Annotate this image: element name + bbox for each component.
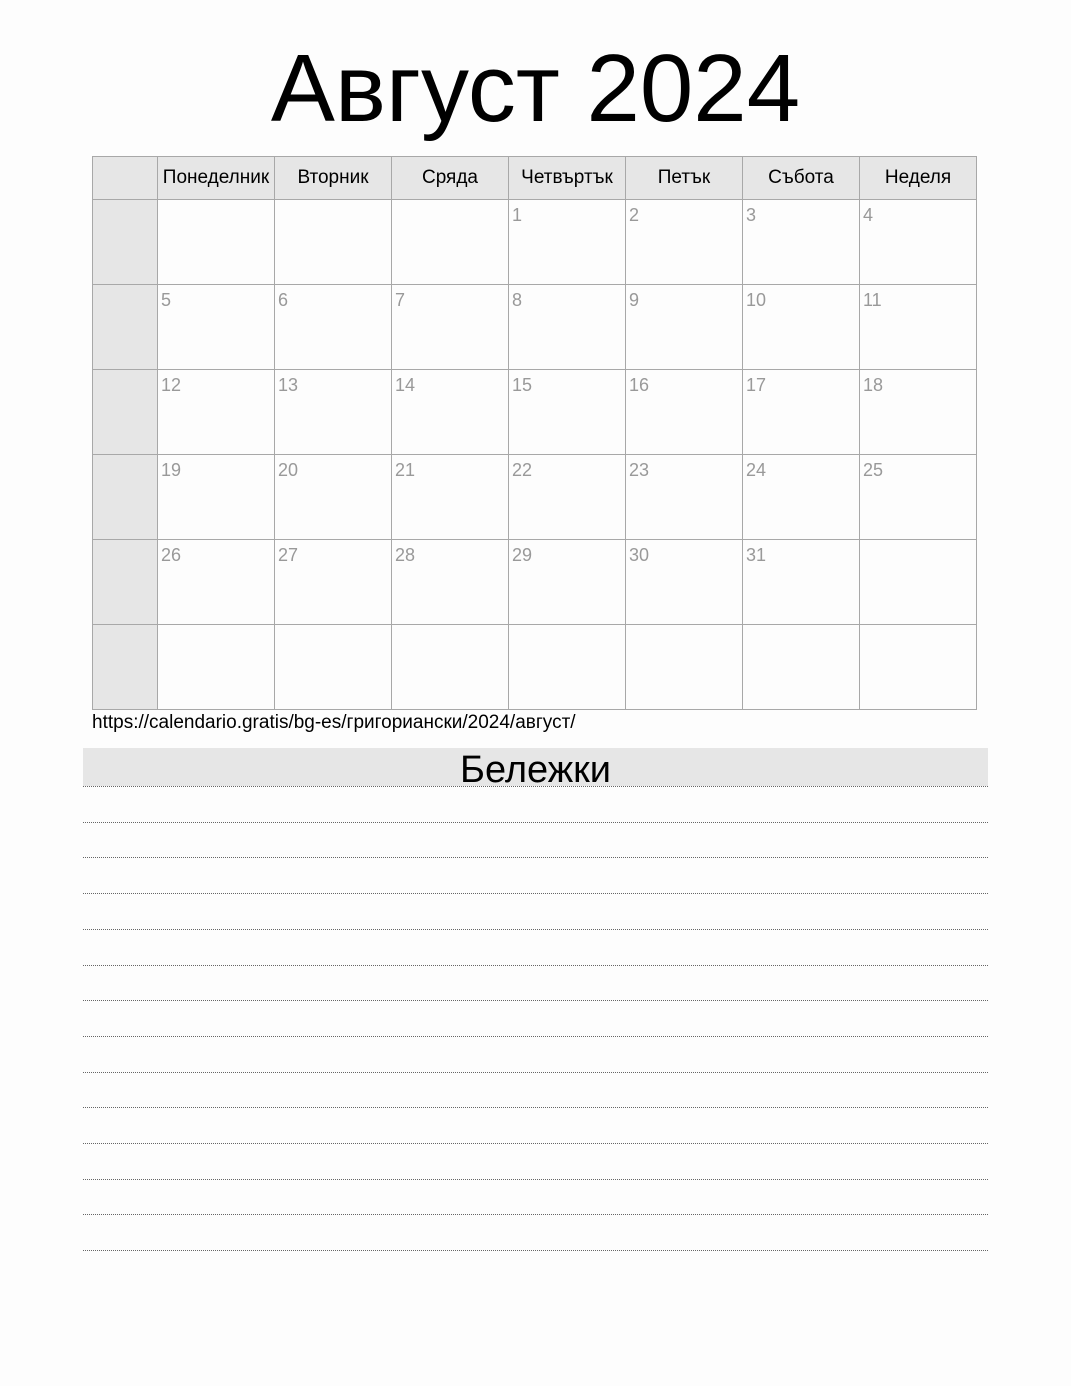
day-number — [275, 625, 391, 630]
day-cell — [509, 625, 626, 710]
day-number: 28 — [395, 545, 416, 565]
day-cell — [275, 625, 392, 710]
day-cell — [743, 370, 860, 455]
day-number: 1 — [512, 205, 523, 225]
weekday-header: Понеделник — [158, 157, 275, 200]
day-number: 12 — [161, 375, 182, 395]
day-number: 17 — [746, 375, 767, 395]
day-cell — [743, 200, 860, 285]
week-row — [93, 285, 977, 370]
day-number: 10 — [746, 290, 767, 310]
day-number: 3 — [746, 205, 757, 225]
notes-line — [83, 965, 988, 966]
day-number: 11 — [863, 290, 882, 310]
day-number: 18 — [863, 375, 884, 395]
notes-line — [83, 1214, 988, 1215]
day-number: 27 — [278, 545, 299, 565]
day-number: 25 — [863, 460, 884, 480]
day-number: 15 — [512, 375, 533, 395]
day-cell — [158, 540, 275, 625]
day-number: 16 — [629, 375, 650, 395]
day-number — [158, 625, 274, 630]
source-url: https://calendario.gratis/bg-es/григориански/2024/август/ — [92, 712, 576, 733]
notes-line — [83, 1000, 988, 1001]
week-row — [93, 455, 977, 540]
day-cell — [860, 200, 977, 285]
day-number: 19 — [161, 460, 182, 480]
day-cell — [275, 455, 392, 540]
day-number — [860, 625, 976, 630]
day-cell — [860, 625, 977, 710]
day-cell — [626, 200, 743, 285]
day-number: 31 — [746, 545, 767, 565]
day-cell — [509, 455, 626, 540]
day-number: 24 — [746, 460, 767, 480]
day-number: 6 — [278, 290, 289, 310]
day-number: 5 — [161, 290, 172, 310]
day-number: 14 — [395, 375, 416, 395]
day-number: 21 — [395, 460, 416, 480]
day-number: 2 — [629, 205, 640, 225]
day-cell — [860, 455, 977, 540]
day-cell — [392, 625, 509, 710]
weekday-header: Петък — [626, 157, 743, 200]
day-cell — [626, 455, 743, 540]
day-cell — [743, 455, 860, 540]
day-cell — [158, 625, 275, 710]
notes-line — [83, 893, 988, 894]
day-cell — [392, 455, 509, 540]
day-number: 7 — [395, 290, 406, 310]
week-number-cell — [93, 540, 158, 625]
day-cell — [626, 285, 743, 370]
day-cell — [626, 625, 743, 710]
day-number: 26 — [161, 545, 182, 565]
day-number — [743, 625, 859, 630]
notes-line — [83, 857, 988, 858]
notes-line — [83, 1250, 988, 1251]
day-number: 22 — [512, 460, 533, 480]
day-cell — [509, 200, 626, 285]
day-number — [860, 540, 976, 545]
weekday-header: Вторник — [275, 157, 392, 200]
day-number: 23 — [629, 460, 650, 480]
day-cell — [158, 370, 275, 455]
day-cell — [275, 540, 392, 625]
notes-line — [83, 786, 988, 787]
day-cell — [509, 370, 626, 455]
notes-title: Бележки — [83, 748, 988, 786]
week-row — [93, 200, 977, 285]
day-cell — [743, 285, 860, 370]
day-cell — [392, 370, 509, 455]
notes-line — [83, 1036, 988, 1037]
week-number-cell — [93, 200, 158, 285]
week-number-cell — [93, 455, 158, 540]
day-cell — [158, 455, 275, 540]
day-number — [275, 200, 391, 205]
week-number-cell — [93, 285, 158, 370]
day-cell — [860, 540, 977, 625]
day-cell — [743, 625, 860, 710]
week-number-header — [93, 157, 158, 200]
day-number — [626, 625, 742, 630]
day-number — [158, 200, 274, 205]
notes-line — [83, 1072, 988, 1073]
day-number — [392, 200, 508, 205]
notes-line — [83, 1107, 988, 1108]
page-title: Август 2024 — [270, 35, 801, 142]
day-cell — [275, 200, 392, 285]
weekday-header: Сряда — [392, 157, 509, 200]
day-cell — [275, 285, 392, 370]
day-cell — [860, 370, 977, 455]
day-cell — [626, 370, 743, 455]
week-row — [93, 540, 977, 625]
day-number: 29 — [512, 545, 533, 565]
notes-line — [83, 822, 988, 823]
week-row — [93, 625, 977, 710]
day-cell — [743, 540, 860, 625]
calendar-grid — [92, 156, 977, 710]
day-cell — [626, 540, 743, 625]
day-cell — [860, 285, 977, 370]
week-number-cell — [93, 370, 158, 455]
notes-line — [83, 1179, 988, 1180]
day-cell — [158, 200, 275, 285]
weekday-header: Неделя — [860, 157, 977, 200]
day-number: 20 — [278, 460, 299, 480]
day-cell — [158, 285, 275, 370]
notes-line — [83, 1143, 988, 1144]
week-row — [93, 370, 977, 455]
weekday-header: Събота — [743, 157, 860, 200]
day-number: 13 — [278, 375, 299, 395]
day-number: 30 — [629, 545, 650, 565]
day-number: 9 — [629, 290, 640, 310]
day-cell — [392, 200, 509, 285]
weekday-header: Четвъртък — [509, 157, 626, 200]
day-cell — [509, 540, 626, 625]
notes-line — [83, 929, 988, 930]
day-cell — [392, 540, 509, 625]
weekday-header-row — [93, 157, 977, 200]
day-number: 8 — [512, 290, 523, 310]
day-number: 4 — [863, 205, 874, 225]
day-number — [392, 625, 508, 630]
day-cell — [392, 285, 509, 370]
day-cell — [509, 285, 626, 370]
week-number-cell — [93, 625, 158, 710]
day-number — [509, 625, 625, 630]
day-cell — [275, 370, 392, 455]
